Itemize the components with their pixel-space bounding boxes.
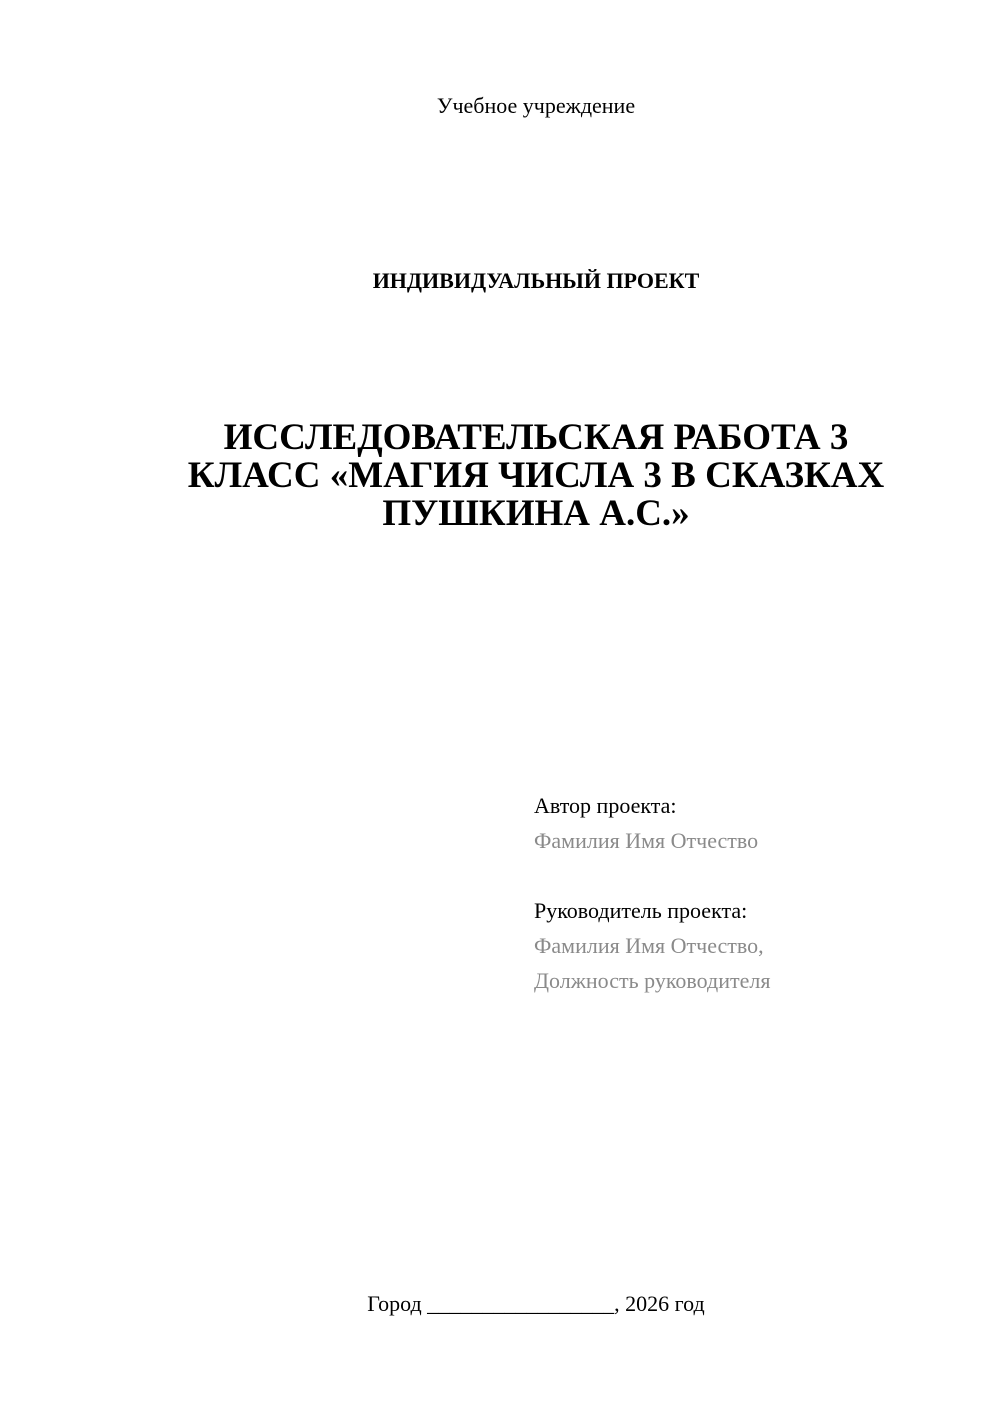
author-label: Автор проекта:: [534, 793, 677, 818]
project-type-heading: ИНДИВИДУАЛЬНЫЙ ПРОЕКТ: [372, 268, 700, 293]
author-name: Фамилия Имя Отчество: [534, 828, 759, 853]
project-info-block: [534, 788, 974, 998]
spacer: [534, 858, 974, 893]
title-line: ПУШКИНА А.С.»: [382, 493, 690, 534]
city-year-footer: Город _________________, 2026 год: [367, 1291, 705, 1316]
title-line: ИССЛЕДОВАТЕЛЬСКАЯ РАБОТА 3: [223, 417, 849, 458]
supervisor-position: Должность руководителя: [534, 968, 771, 993]
supervisor-name: Фамилия Имя Отчество,: [534, 933, 764, 958]
supervisor-label: Руководитель проекта:: [534, 898, 748, 923]
title-line: КЛАСС «МАГИЯ ЧИСЛА 3 В СКАЗКАХ: [187, 455, 885, 496]
institution-name: Учебное учреждение: [436, 93, 636, 118]
project-title: [150, 419, 922, 533]
